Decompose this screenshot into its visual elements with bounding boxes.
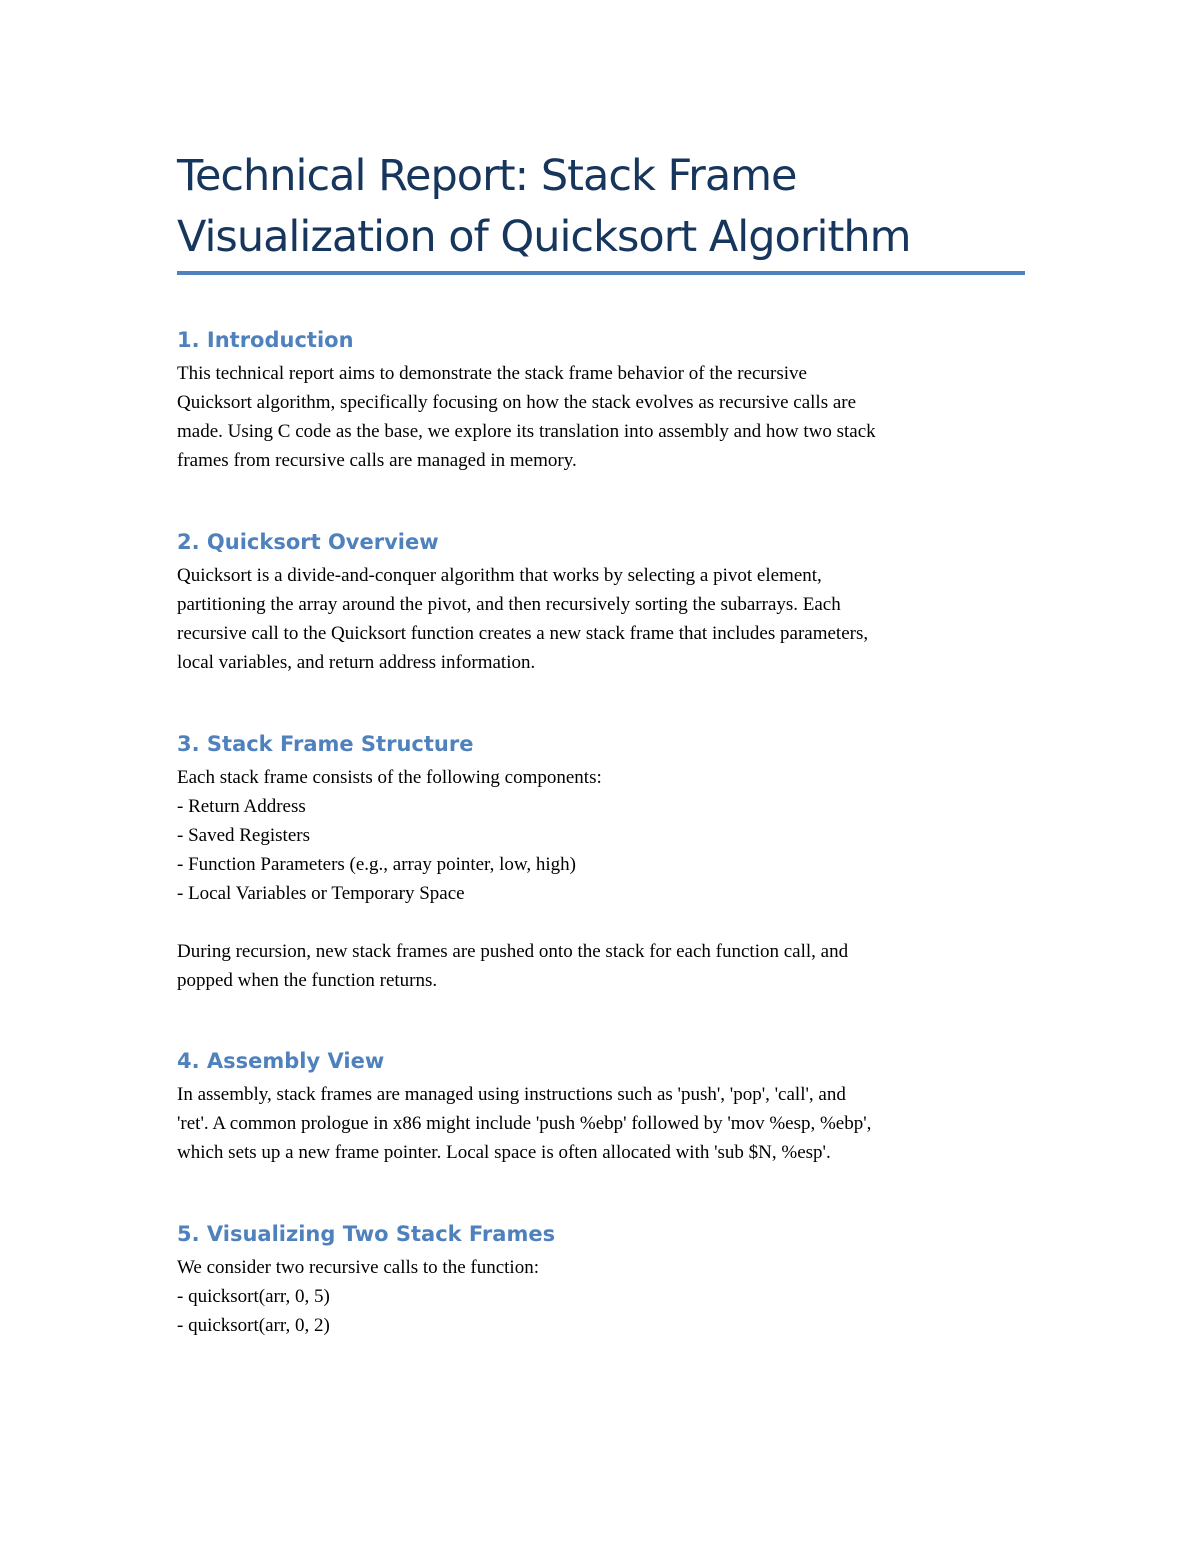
component-list	[177, 792, 1025, 908]
section-paragraph	[177, 1080, 1025, 1167]
section-assembly-view	[177, 1046, 1025, 1167]
paragraph-gap	[177, 908, 1025, 937]
section-paragraph	[177, 937, 1025, 995]
paragraph-line: popped when the function returns.	[177, 970, 438, 991]
list-item: - Function Parameters (e.g., array pointer, low, high)	[177, 854, 576, 875]
paragraph-line: local variables, and return address information.	[177, 652, 536, 673]
paragraph-line: During recursion, new stack frames are pushed onto the stack for each function call, and	[177, 941, 849, 962]
list-item: - Return Address	[177, 796, 306, 817]
list-item: - quicksort(arr, 0, 5)	[177, 1286, 330, 1307]
paragraph-line: 'ret'. A common prologue in x86 might include 'push %ebp' followed by 'mov %esp, %ebp',	[177, 1113, 872, 1134]
section-heading: 5. Visualizing Two Stack Frames	[177, 1222, 556, 1246]
paragraph-line: partitioning the array around the pivot, and then recursively sorting the subarrays. Each	[177, 594, 841, 615]
title-underline	[177, 271, 1025, 275]
section-heading: 2. Quicksort Overview	[177, 530, 439, 554]
paragraph-line: Quicksort algorithm, specifically focusing on how the stack evolves as recursive calls are	[177, 392, 857, 413]
paragraph-line: In assembly, stack frames are managed using instructions such as 'push', 'pop', 'call', and	[177, 1084, 846, 1105]
paragraph-line: made. Using C code as the base, we explore its translation into assembly and how two stack	[177, 421, 876, 442]
title-line: Visualization of Quicksort Algorithm	[177, 212, 911, 262]
section-intro	[177, 763, 1025, 792]
section-stack-frame-structure	[177, 729, 1025, 995]
paragraph-line: Quicksort is a divide-and-conquer algorithm that works by selecting a pivot element,	[177, 565, 822, 586]
section-introduction	[177, 325, 1025, 475]
paragraph-line: This technical report aims to demonstrate the stack frame behavior of the recursive	[177, 363, 807, 384]
list-item: - quicksort(arr, 0, 2)	[177, 1315, 330, 1336]
document-title	[177, 146, 1025, 268]
paragraph-line: We consider two recursive calls to the function:	[177, 1257, 539, 1278]
section-visualizing-two-stack-frames	[177, 1219, 1025, 1340]
section-paragraph	[177, 561, 1025, 677]
section-heading: 4. Assembly View	[177, 1049, 385, 1073]
title-line: Technical Report: Stack Frame	[177, 151, 797, 201]
paragraph-line: recursive call to the Quicksort function creates a new stack frame that includes parameters,	[177, 623, 869, 644]
section-heading: 3. Stack Frame Structure	[177, 732, 474, 756]
paragraph-line: Each stack frame consists of the following components:	[177, 767, 602, 788]
call-list	[177, 1282, 1025, 1340]
section-paragraph	[177, 359, 1025, 475]
section-intro	[177, 1253, 1025, 1282]
paragraph-line: which sets up a new frame pointer. Local space is often allocated with 'sub $N, %esp'.	[177, 1142, 831, 1163]
list-item: - Local Variables or Temporary Space	[177, 883, 465, 904]
section-quicksort-overview	[177, 527, 1025, 677]
section-heading: 1. Introduction	[177, 328, 354, 352]
list-item: - Saved Registers	[177, 825, 310, 846]
paragraph-line: frames from recursive calls are managed in memory.	[177, 450, 577, 471]
